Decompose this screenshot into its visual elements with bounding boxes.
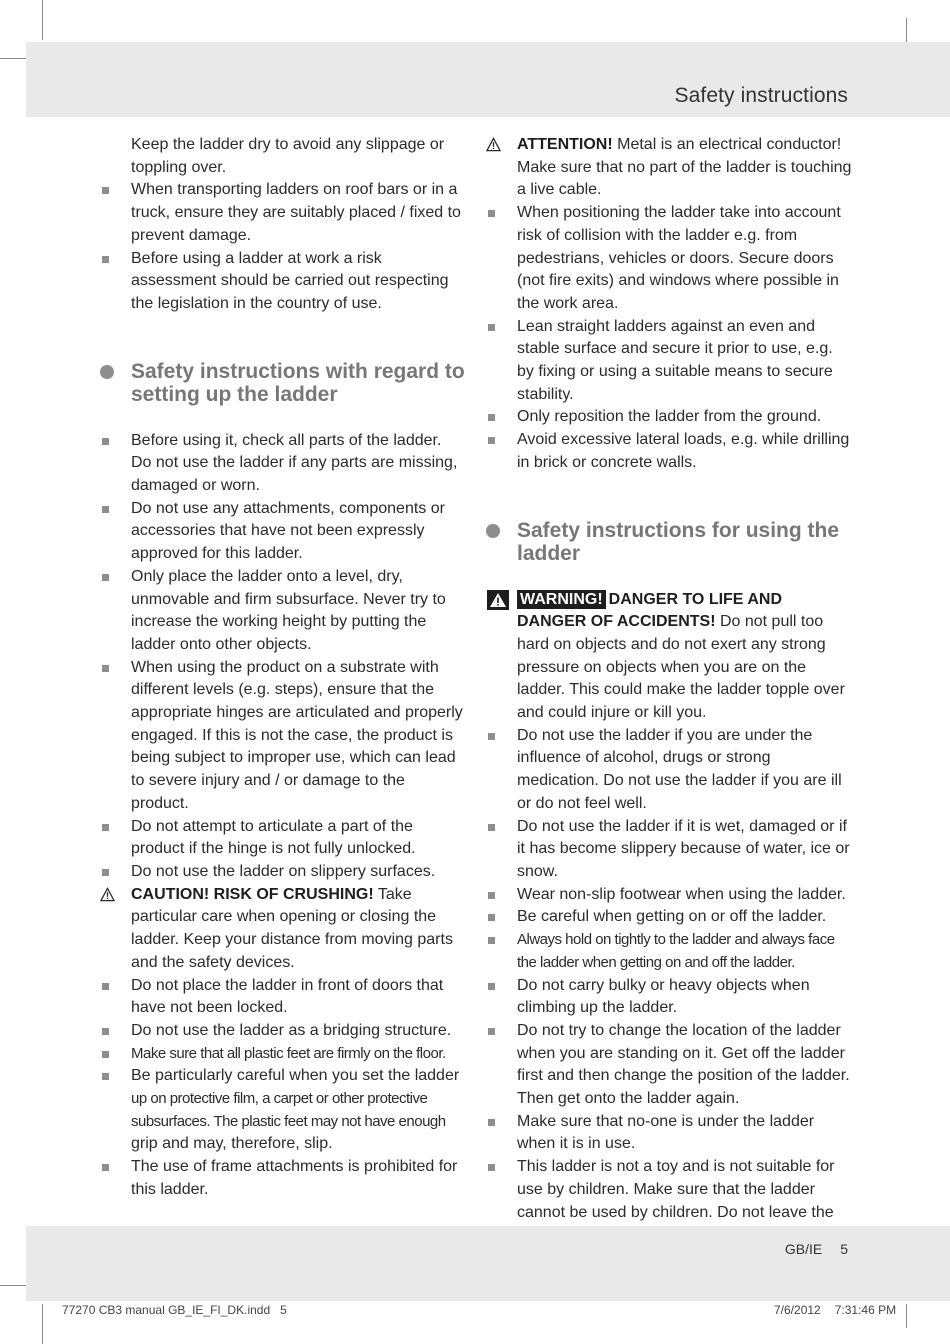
left-column (100, 134, 466, 1202)
square-bullet-icon (488, 414, 495, 421)
square-bullet-icon (488, 210, 495, 217)
square-bullet-icon (488, 324, 495, 331)
section-heading (486, 519, 852, 565)
square-bullet-icon (488, 914, 495, 921)
list-item: Always hold on tightly to the ladder and always face the ladder when getting on and off the ladder. (486, 929, 852, 974)
list-item: Do not place the ladder in front of doors that have not been locked. (100, 975, 466, 1020)
square-bullet-icon (102, 574, 109, 581)
square-bullet-icon (102, 1164, 109, 1171)
crop-mark (906, 18, 907, 42)
square-bullet-icon (102, 187, 109, 194)
footer-bar (26, 1226, 950, 1301)
list-item: Be careful when getting on or off the ladder. (486, 906, 852, 929)
warning-notice: WARNING! DANGER TO LIFE AND DANGER OF ACCIDENTS! Do not pull too hard on objects and do not exert any strong pressure on objects when you are on the ladder. This could make the ladder topple over and could injure or kill you. (486, 589, 852, 725)
list-item: Keep the ladder dry to avoid any slippage or toppling over. (131, 136, 445, 176)
circle-bullet-icon (486, 524, 500, 538)
square-bullet-icon (102, 824, 109, 831)
section-title: Safety instructions with regard to setting up the ladder (131, 359, 465, 406)
list-item: Do not use the ladder as a bridging structure. (100, 1020, 466, 1043)
list-item: Do not use any attachments, components or accessories that have not been expressly approved for this ladder. (100, 498, 466, 566)
square-bullet-icon (488, 1119, 495, 1126)
square-bullet-icon (102, 438, 109, 445)
list-item: Before using a ladder at work a risk assessment should be carried out respecting the legislation in the country of use. (100, 248, 466, 316)
warning-badge: WARNING! (517, 590, 606, 609)
crop-mark (906, 1304, 907, 1328)
list-item: Only reposition the ladder from the ground. (486, 406, 852, 429)
list-item: Do not carry bulky or heavy objects when climbing up the ladder. (486, 975, 852, 1020)
list-item: Be particularly careful when you set the ladder up on protective film, a carpet or other protective subsurfaces. The plastic feet may not have enough grip and may, therefore, slip. (100, 1065, 466, 1156)
list-item: Do not use the ladder if it is wet, damaged or if it has become slippery because of water, ice or snow. (486, 816, 852, 884)
square-bullet-icon (102, 256, 109, 263)
attention-notice: ATTENTION! Metal is an electrical conductor! Make sure that no part of the ladder is touching a live cable. (486, 134, 852, 202)
list-item: Before using it, check all parts of the ladder. Do not use the ladder if any parts are missing, damaged or worn. (100, 430, 466, 498)
square-bullet-icon (488, 824, 495, 831)
caution-notice: CAUTION! RISK OF CRUSHING! Take particular care when opening or closing the ladder. Keep your distance from moving parts and the safety devices. (100, 884, 466, 975)
page-header-title: Safety instructions (674, 84, 848, 107)
list-item: Only place the ladder onto a level, dry, unmovable and firm subsurface. Never try to increase the working height by putting the ladder onto other objects. (100, 566, 466, 657)
print-slug-date: 7/6/2012 7:31:46 PM (774, 1303, 897, 1317)
square-bullet-icon (102, 1051, 109, 1058)
list-item: When transporting ladders on roof bars or in a truck, ensure they are suitably placed / fixed to prevent damage. (100, 179, 466, 247)
crop-mark (42, 0, 43, 40)
square-bullet-icon (488, 437, 495, 444)
list-item: Do not attempt to articulate a part of the product if the hinge is not fully unlocked. (100, 816, 466, 861)
square-bullet-icon (102, 1073, 109, 1080)
square-bullet-icon (102, 665, 109, 672)
list-item: Do not try to change the location of the ladder when you are standing on it. Get off the ladder first and then change the position of the ladder. Then get onto the ladder again. (486, 1020, 852, 1111)
list-item: Make sure that all plastic feet are firmly on the floor. (100, 1043, 466, 1066)
list-item: Avoid excessive lateral loads, e.g. while drilling in brick or concrete walls. (486, 429, 852, 474)
crop-mark (42, 1304, 43, 1344)
print-slug-file: 77270 CB3 manual GB_IE_FI_DK.indd 5 (62, 1303, 287, 1317)
list-item: Do not use the ladder if you are under the influence of alcohol, drugs or strong medication. Do not use the ladder if you are ill or do not feel well. (486, 725, 852, 816)
square-bullet-icon (102, 983, 109, 990)
crop-mark (0, 58, 26, 59)
list-item: Lean straight ladders against an even and stable surface and secure it prior to use, e.g. by fixing or using a suitable means to secure stability. (486, 316, 852, 407)
warning-triangle-icon (487, 590, 509, 610)
page-footer (785, 1241, 848, 1257)
square-bullet-icon (488, 1028, 495, 1035)
crop-mark (0, 1285, 26, 1286)
square-bullet-icon (488, 733, 495, 740)
square-bullet-icon (102, 869, 109, 876)
list-item: The use of frame attachments is prohibited for this ladder. (100, 1156, 466, 1201)
square-bullet-icon (102, 506, 109, 513)
right-column (486, 134, 852, 1247)
warning-triangle-icon (100, 887, 115, 902)
section-title: Safety instructions for using the ladder (517, 518, 840, 565)
square-bullet-icon (102, 1028, 109, 1035)
list-item: This ladder is not a toy and is not suitable for use by children. Make sure that the ladder cannot be used by children. Do not leave the (486, 1156, 852, 1247)
region-label: GB/IE (784, 1241, 823, 1257)
list-item: When positioning the ladder take into account risk of collision with the ladder e.g. from pedestrians, vehicles or doors. Secure doors (not fire exits) and windows where possible in the work area. (486, 202, 852, 316)
page-number: 5 (840, 1241, 848, 1257)
section-heading (100, 360, 466, 406)
square-bullet-icon (488, 892, 495, 899)
square-bullet-icon (488, 937, 495, 944)
list-item: Do not use the ladder on slippery surfaces. (100, 861, 466, 884)
list-item: When using the product on a substrate with different levels (e.g. steps), ensure that the appropriate hinges are articulated and properly engaged. If this is not the case, the product is being subject to improper use, which can lead to severe injury and / or damage to the product. (100, 657, 466, 816)
circle-bullet-icon (100, 365, 114, 379)
list-item: Wear non-slip footwear when using the ladder. (486, 884, 852, 907)
list-item: Make sure that no-one is under the ladder when it is in use. (486, 1111, 852, 1156)
square-bullet-icon (488, 1164, 495, 1171)
warning-triangle-icon (486, 137, 501, 152)
square-bullet-icon (488, 983, 495, 990)
